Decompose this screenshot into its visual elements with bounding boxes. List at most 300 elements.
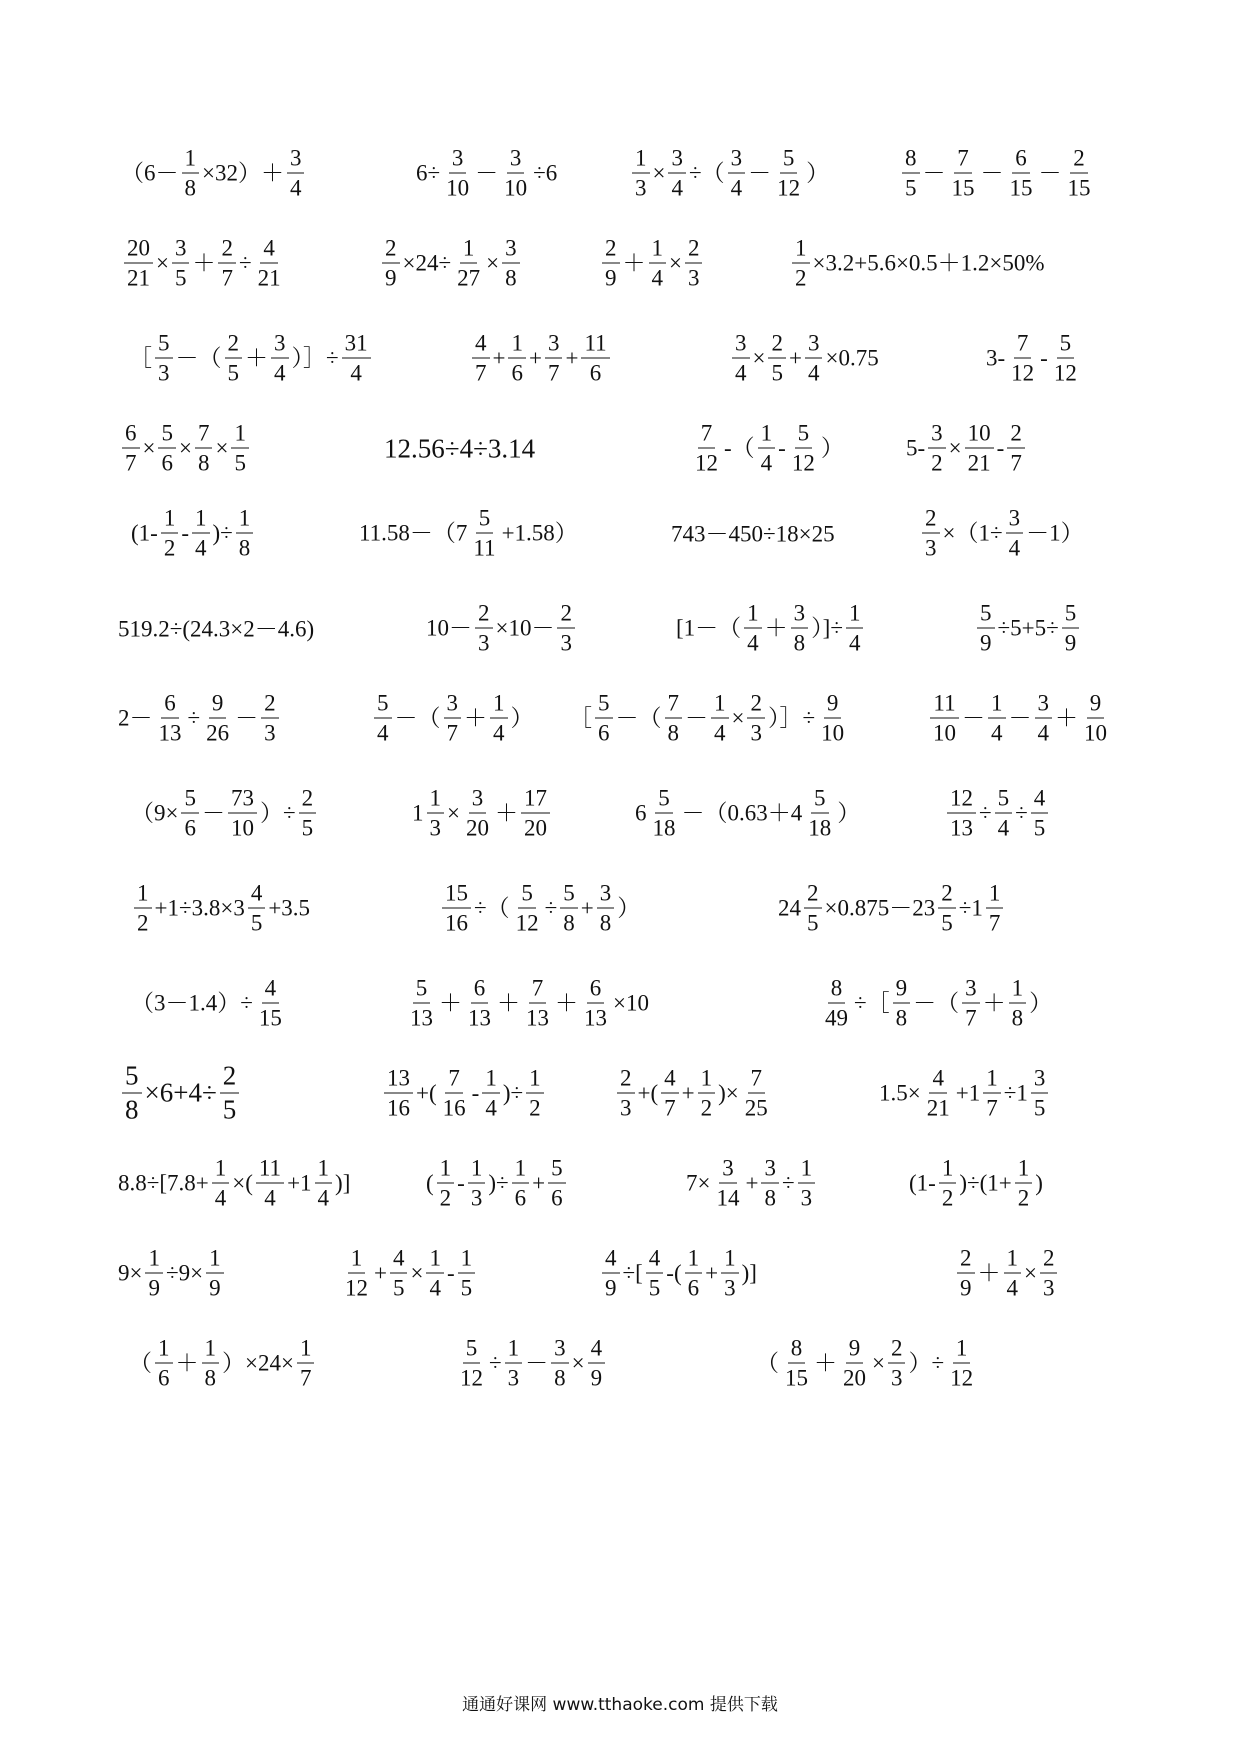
exercise-row: [0, 1138, 1240, 1228]
operator-text: （3－1.4）÷: [131, 990, 253, 1016]
operator-text: －: [1038, 160, 1062, 186]
operator-text: ÷: [1015, 800, 1028, 826]
denominator: 21: [967, 450, 991, 476]
numerator: 3: [449, 147, 467, 174]
exercise: [372, 692, 535, 745]
fraction: [248, 882, 266, 935]
denominator: 21: [926, 1095, 950, 1121]
exercise-row: [0, 768, 1240, 858]
numerator: 2: [685, 237, 703, 264]
denominator: 13: [950, 815, 973, 841]
numerator: 2: [1007, 422, 1025, 449]
operator-text: +: [528, 345, 542, 371]
exercise: [117, 615, 315, 640]
operator-text: ×0.75: [825, 345, 879, 371]
operator-text: ÷（: [474, 895, 510, 921]
numerator: 3: [761, 1157, 779, 1184]
denominator: 6: [158, 1365, 170, 1391]
denominator: 9: [148, 1275, 160, 1301]
fraction: [382, 237, 400, 290]
operator-text: 5-: [906, 435, 926, 461]
operator-text: +: [580, 895, 594, 921]
exercise: [117, 1157, 351, 1210]
fraction: [501, 147, 530, 200]
exercise: [675, 602, 865, 655]
operator-text: －: [748, 160, 772, 186]
fraction: [768, 332, 786, 385]
operator-text: －（0.63＋4: [681, 800, 803, 826]
numerator: 10: [965, 422, 994, 449]
fraction: [602, 1247, 620, 1300]
numerator: 1: [468, 1157, 486, 1184]
fraction: [949, 147, 978, 200]
operator-text: )]: [335, 1170, 351, 1196]
exercise: [120, 1060, 241, 1125]
denominator: 10: [933, 720, 956, 746]
operator-text: +: [705, 1260, 719, 1286]
operator-text: （6－: [121, 160, 179, 186]
numerator: 1: [1009, 977, 1027, 1004]
fraction: [158, 422, 176, 475]
numerator: 2: [225, 332, 243, 359]
exercise: [340, 1247, 477, 1300]
denominator: 4: [1037, 720, 1049, 746]
numerator: 1: [758, 422, 776, 449]
operator-text: ［: [569, 705, 592, 731]
numerator: 7: [748, 1067, 766, 1094]
numerator: 2: [922, 507, 940, 534]
fraction: [202, 1337, 220, 1390]
denominator: 12: [777, 175, 801, 201]
operator-text: ）×24×: [222, 1350, 294, 1376]
numerator: 1: [698, 1067, 716, 1094]
fraction: [548, 1157, 566, 1210]
exercise: [900, 147, 1096, 200]
denominator: 9: [605, 265, 617, 291]
fraction: [798, 1157, 816, 1210]
operator-text: )]: [741, 1260, 757, 1286]
fraction: [203, 692, 232, 745]
operator-text: +: [681, 1080, 695, 1106]
numerator: 3: [507, 147, 525, 174]
exercise-row: [0, 958, 1240, 1048]
denominator: 3: [800, 1185, 813, 1211]
fraction: [685, 1247, 703, 1300]
fraction: [315, 1157, 333, 1210]
exercise: [600, 1247, 758, 1300]
numerator: 7: [698, 422, 716, 449]
numerator: 3: [545, 332, 563, 359]
fraction: [545, 332, 563, 385]
fraction: [822, 977, 851, 1030]
fraction: [342, 332, 371, 385]
exercise: [120, 422, 251, 475]
numerator: 2: [888, 1337, 906, 1364]
numerator: 5: [413, 977, 431, 1004]
numerator: 1: [505, 1337, 523, 1364]
exercise: [412, 787, 552, 840]
operator-text: )÷: [212, 520, 233, 546]
denominator: 9: [385, 265, 397, 291]
numerator: 1: [1015, 1157, 1033, 1184]
denominator: 6: [514, 1185, 527, 1211]
operator-text: ×: [142, 435, 156, 461]
exercise: [755, 1337, 978, 1390]
numerator: 4: [390, 1247, 408, 1274]
numerator: 6: [122, 422, 140, 449]
exercise: [985, 332, 1082, 385]
operator-text: ×: [652, 160, 666, 186]
fraction: [1031, 1067, 1049, 1120]
fraction: [465, 977, 494, 1030]
fraction: [124, 237, 153, 290]
fraction: [490, 692, 508, 745]
whole-part: 24: [778, 895, 801, 921]
operator-text: ＋: [192, 250, 216, 276]
numerator: 2: [220, 1063, 240, 1094]
denominator: 26: [206, 720, 230, 746]
exercise: [945, 787, 1050, 840]
fraction: [1062, 602, 1080, 655]
exercise: [635, 787, 861, 840]
fraction: [218, 237, 236, 290]
numerator: 5: [158, 422, 176, 449]
fraction: [650, 787, 679, 840]
fraction: [521, 787, 550, 840]
denominator: 27: [457, 265, 481, 291]
exercise: [120, 147, 306, 200]
numerator: 1: [953, 1337, 971, 1364]
denominator: 7: [299, 1365, 312, 1391]
numerator: 3: [728, 147, 746, 174]
fraction: [261, 692, 279, 745]
operator-text: 7×: [686, 1170, 711, 1196]
denominator: 6: [551, 1185, 563, 1211]
numerator: 4: [472, 332, 490, 359]
operator-text: ＋: [439, 990, 462, 1016]
denominator: 4: [429, 1275, 441, 1301]
denominator: 15: [1009, 175, 1033, 201]
denominator: 6: [511, 360, 523, 386]
numerator: 1: [202, 1337, 220, 1364]
whole-part: 1: [412, 800, 424, 826]
numerator: 15: [442, 882, 471, 909]
exercise: [382, 1067, 546, 1120]
operator-text: ×: [731, 705, 745, 731]
denominator: 2: [700, 1095, 713, 1121]
denominator: 6: [161, 450, 173, 476]
fraction: [711, 692, 729, 745]
denominator: 9: [209, 1275, 221, 1301]
fraction: [957, 1247, 975, 1300]
fraction: [192, 507, 210, 560]
denominator: 20: [523, 815, 547, 841]
exercise-row: [0, 1228, 1240, 1318]
fraction: [557, 602, 575, 655]
numerator: 5: [977, 602, 995, 629]
operator-text: ＋: [764, 615, 788, 641]
fraction: [732, 332, 750, 385]
numerator: 5: [795, 422, 813, 449]
numerator: 4: [262, 977, 280, 1004]
operator-text: －: [235, 705, 259, 731]
numerator: 1: [348, 1247, 366, 1274]
numerator: 9: [846, 1337, 864, 1364]
operator-text: ）: [820, 435, 844, 461]
fraction: [939, 1157, 957, 1210]
denominator: 13: [468, 1005, 491, 1031]
numerator: 5: [518, 882, 536, 909]
denominator: 8: [1011, 1005, 1024, 1031]
denominator: 20: [465, 815, 489, 841]
fraction: [551, 1337, 569, 1390]
fraction: [182, 147, 200, 200]
fraction: [443, 147, 472, 200]
operator-text: ): [1035, 1170, 1043, 1196]
fraction: [761, 1157, 779, 1210]
numerator: 1: [685, 1247, 703, 1274]
fraction: [581, 332, 609, 385]
fraction: [661, 1067, 679, 1120]
denominator: 3: [1042, 1275, 1055, 1301]
fraction: [685, 237, 703, 290]
numerator: 2: [1040, 1247, 1058, 1274]
operator-text: ＋: [464, 705, 487, 731]
fraction: [271, 332, 289, 385]
fraction: [846, 602, 864, 655]
fraction: [457, 1337, 486, 1390]
mixed-number: [778, 882, 824, 935]
operator-text: +: [374, 1260, 387, 1286]
numerator: 20: [124, 237, 153, 264]
fraction: [632, 147, 650, 200]
operator-text: -（: [724, 435, 755, 461]
operator-text: +: [565, 345, 579, 371]
operator-text: ×: [486, 250, 500, 276]
denominator: 3: [507, 1365, 520, 1391]
operator-text: ×: [215, 435, 229, 461]
numerator: 1: [315, 1157, 333, 1184]
denominator: 7: [664, 1095, 676, 1121]
numerator: 1: [526, 1067, 544, 1094]
fraction: [789, 422, 818, 475]
numerator: 2: [768, 332, 786, 359]
exercise: [470, 332, 612, 385]
denominator: 21: [257, 265, 281, 291]
operator-text: ×: [1024, 1260, 1037, 1286]
numerator: 5: [463, 1337, 481, 1364]
fraction: [155, 332, 173, 385]
operator-text: ÷: [489, 1350, 502, 1376]
denominator: 2: [439, 1185, 452, 1211]
operator-text: +1: [287, 1170, 312, 1196]
fraction: [1006, 507, 1024, 560]
numerator: 1: [649, 237, 667, 264]
operator-text: ）: [1029, 990, 1053, 1016]
operator-text: －: [475, 160, 499, 186]
denominator: 6: [687, 1275, 700, 1301]
operator-text: (1-: [909, 1170, 936, 1196]
numerator: 5: [476, 507, 494, 534]
denominator: 7: [446, 720, 458, 746]
exercise: [670, 520, 836, 545]
operator-text: )÷: [502, 1080, 524, 1106]
denominator: 12: [460, 1365, 483, 1391]
operator-text: ×0.875－23: [824, 895, 936, 921]
fraction: [617, 1067, 635, 1120]
numerator: 3: [791, 602, 809, 629]
fraction: [523, 977, 552, 1030]
numerator: 3: [1031, 1067, 1049, 1094]
exercise: [908, 1157, 1044, 1210]
operator-text: ＋: [982, 990, 1006, 1016]
operator-text: ÷: [238, 250, 252, 276]
operator-text: －（: [175, 345, 222, 371]
numerator: 1: [206, 1247, 224, 1274]
fraction: [437, 1157, 455, 1210]
fraction: [1009, 977, 1027, 1030]
numerator: 2: [938, 882, 956, 909]
operator-text: ）: [617, 895, 641, 921]
numerator: 1: [231, 422, 249, 449]
operator-text: ×6+4÷: [144, 1077, 217, 1108]
fraction: [145, 1247, 163, 1300]
fraction: [1040, 1247, 1058, 1300]
fraction: [231, 422, 249, 475]
denominator: 5: [1033, 815, 1046, 841]
fraction: [928, 422, 946, 475]
denominator: 12: [950, 1365, 974, 1391]
fraction: [1031, 787, 1049, 840]
exercise: [600, 237, 704, 290]
operator-text: ÷9×: [165, 1260, 204, 1286]
fraction: [256, 977, 285, 1030]
numerator: 4: [929, 1067, 947, 1094]
fraction: [713, 1157, 742, 1210]
denominator: 8: [197, 450, 210, 476]
numerator: 1: [192, 507, 210, 534]
operator-text: ）]÷: [811, 615, 843, 641]
operator-text: ÷6: [533, 160, 558, 186]
exercise: [128, 1337, 316, 1390]
denominator: 5: [460, 1275, 473, 1301]
exercise-row: [0, 863, 1240, 953]
fraction: [287, 147, 305, 200]
numerator: 1: [939, 1157, 957, 1184]
denominator: 4: [651, 265, 663, 291]
numerator: 1: [721, 1247, 739, 1274]
exercise: [383, 433, 536, 462]
numerator: 3: [805, 332, 823, 359]
denominator: 10: [1084, 720, 1107, 746]
numerator: 5: [595, 692, 613, 719]
fraction: [782, 1337, 811, 1390]
numerator: 1: [145, 1247, 163, 1274]
fraction: [840, 1337, 869, 1390]
exercise: [425, 602, 577, 655]
fraction: [758, 422, 776, 475]
fraction: [983, 1067, 1001, 1120]
denominator: 4: [747, 630, 759, 656]
fraction: [172, 237, 190, 290]
operator-text: )÷: [488, 1170, 509, 1196]
denominator: 2: [137, 910, 149, 936]
numerator: 7: [954, 147, 972, 174]
operator-text: ÷: [544, 895, 558, 921]
numerator: 5: [995, 787, 1013, 814]
denominator: 4: [991, 720, 1003, 746]
operator-text: －: [962, 705, 985, 731]
operator-text: +: [788, 345, 802, 371]
fraction: [155, 1337, 173, 1390]
numerator: 5: [560, 882, 578, 909]
denominator: 7: [965, 1005, 977, 1031]
denominator: 5: [174, 265, 187, 291]
denominator: 4: [735, 360, 747, 386]
fraction: [938, 882, 956, 935]
numerator: 1: [155, 1337, 173, 1364]
numerator: 5: [1057, 332, 1075, 359]
fraction: [588, 1337, 606, 1390]
numerator: 2: [804, 882, 822, 909]
operator-text: +(: [637, 1080, 659, 1106]
numerator: 2: [299, 787, 317, 814]
fraction: [472, 332, 490, 385]
operator-text: ×: [178, 435, 192, 461]
denominator: 6: [589, 360, 602, 386]
exercise: [615, 1067, 773, 1120]
exercise: [425, 1157, 568, 1210]
numerator: 1: [460, 237, 478, 264]
denominator: 8: [895, 1005, 908, 1031]
fraction: [692, 422, 721, 475]
fraction: [924, 1067, 953, 1120]
fraction: [805, 332, 823, 385]
operator-text: -: [1040, 345, 1048, 371]
numerator: 11: [581, 332, 609, 359]
operator-text: ）: [837, 800, 861, 826]
numerator: 5: [122, 1063, 142, 1094]
operator-text: 8.8÷[7.8+: [118, 1170, 209, 1196]
operator-text: ×: [872, 1350, 885, 1376]
fraction: [390, 1247, 408, 1300]
fraction: [502, 237, 520, 290]
denominator: 2: [163, 535, 176, 561]
fraction: [482, 1067, 500, 1120]
operator-text: ÷（: [688, 160, 725, 186]
denominator: 8: [667, 720, 679, 746]
fraction: [744, 602, 762, 655]
denominator: 15: [951, 175, 975, 201]
exercise: [630, 147, 830, 200]
numerator: 8: [828, 977, 846, 1004]
operator-text: +: [492, 345, 506, 371]
fraction: [930, 692, 959, 745]
numerator: 7: [665, 692, 683, 719]
denominator: 5: [807, 910, 819, 936]
fraction: [458, 1247, 476, 1300]
denominator: 10: [821, 720, 845, 746]
numerator: 1: [236, 507, 254, 534]
denominator: 14: [716, 1185, 740, 1211]
fraction: [805, 787, 834, 840]
fraction: [297, 1337, 315, 1390]
numerator: 73: [228, 787, 257, 814]
denominator: 8: [204, 1365, 216, 1391]
exercise: [878, 1067, 1050, 1120]
numerator: 2: [602, 237, 620, 264]
operator-text: ）］÷: [767, 705, 816, 731]
